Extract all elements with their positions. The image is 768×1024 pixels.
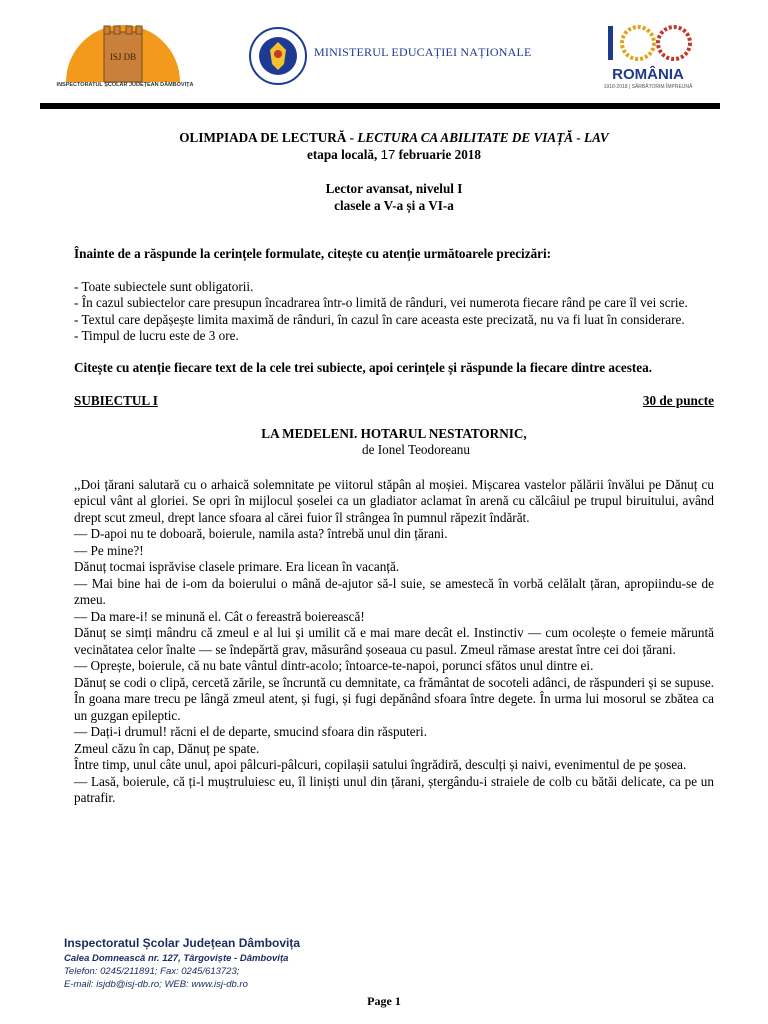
story-paragraph: — Lasă, boierule, că ți-l muștruluiesc eu, îl liniști unul din țărani, ștergându-i straiele de colb cu bătăi delicate, ca pe un patrafir. — [74, 773, 714, 805]
text-author: de Ionel Teodoreanu — [362, 442, 470, 457]
stage-date: etapa locală, 17 februarie 2018 — [307, 146, 481, 162]
story-paragraph: — Dați-i drumul! răcni el de departe, smucind sfoara din răsputeri. — [74, 724, 428, 739]
svg-text:ISJ DB: ISJ DB — [109, 52, 137, 62]
story-paragraph: Dănuț se simți mândru că zmeul e al lui și umilit că e mai mare decât el. Instinctiv — cum ocolește o femeie măruntă vecinătatea celor înalte — se îndepărtă grav, măsurând șoseaua cu pasul. Zmeul rămase arestat între cei doi țărani. — [74, 625, 714, 657]
government-seal-icon — [248, 26, 308, 86]
page-header — [40, 10, 720, 106]
footer-address: Calea Domnească nr. 127, Târgoviște - Dâmbovița — [64, 953, 289, 964]
subject-points: 30 de puncte — [642, 393, 714, 408]
story-paragraph: Dănuț tocmai isprăvise clasele primare. Era licean în vacanță. — [74, 559, 400, 574]
instructions-intro: Înainte de a răspunde la cerințele formulate, citește cu atenție următoarele precizări: — [74, 246, 552, 261]
instruction-item: - Timpul de lucru este de 3 ore. — [74, 328, 239, 343]
story-text — [74, 477, 714, 807]
footer-email: E-mail: isjdb@isj-db.ro; WEB: www.isj-db.ro — [64, 979, 248, 990]
story-paragraph: — Pe mine?! — [74, 542, 144, 558]
centenar-romania: ROMÂNIA — [612, 66, 684, 83]
story-paragraph: — Mai bine hai de i-om da boierului o mână de-ajutor să-l suie, se amestecă în vorbă celălalt țăran, apropiindu-se de zmeu. — [74, 575, 714, 607]
instruction-item: - În cazul subiectelor care presupun încadrarea într-o limită de rânduri, vei numerota fiecare rând pe care îl vei scrie. — [74, 295, 688, 310]
story-paragraph: — Oprește, boierule, că nu bate vântul dintr-acolo; întoarce-te-napoi, porunci sfătos unul dintre ei. — [74, 658, 594, 673]
read-all-instruction: Citește cu atenție fiecare text de la cele trei subiecte, apoi cerințele și răspunde la fiecare dintre acestea. — [74, 359, 652, 375]
footer-phone: Telefon: 0245/211891; Fax: 0245/613723; — [64, 966, 240, 977]
story-paragraph: ,,Doi țărani salutară cu o arhaică solemnitate pe viitorul stăpân al moșiei. Mișcarea vastelor pălării învălui pe Dănuț cu epicul vânt al gloriei. Se opri în mijlocul șoselei ca un gladiator aclamat în arenă cu călcâiul pe trupul biruitului, având drept scut zmeul, drept lance sfoara al cărei fuior îl strângea în pumnul răpezit îndărăt. — [74, 476, 714, 525]
centenar-subtitle: 1918-2018 | SĂRBĂTORIM ÎMPREUNĂ — [603, 84, 693, 90]
footer-institution: Inspectoratul Școlar Județean Dâmbovița — [64, 936, 301, 950]
story-paragraph: — Da mare-i! se minună el. Cât o fereastră boierească! — [74, 608, 365, 624]
story-paragraph: Dănuț se codi o clipă, cercetă zările, se încruntă cu demnitate, ca frământat de socoteli adânci, de răspunderi și se supuse. În goana mare trecu pe lângă zmeul atent, și fugi, și fugi depănând sfoara între degete. În urma lui mosorul se zbătea ca un guzgan epileptic. — [74, 674, 714, 723]
subject-label: SUBIECTUL I — [74, 393, 158, 408]
text-title: LA MEDELENI. HOTARUL NESTATORNIC, — [261, 425, 527, 441]
ministry-name: MINISTERUL EDUCAȚIEI NAȚIONALE — [314, 45, 532, 59]
classes-line: clasele a V-a și a VI-a — [334, 197, 454, 213]
instruction-item: - Textul care depășește limita maximă de rânduri, în cazul în care aceasta este precizată, nu va fi luat în considerare. — [74, 311, 685, 327]
document-body — [74, 130, 714, 807]
header-rule — [40, 103, 720, 109]
page-footer — [64, 936, 300, 991]
page-number: Page 1 — [367, 994, 401, 1008]
instruction-item: - Toate subiectele sunt obligatorii. — [74, 278, 254, 294]
isj-caption: INSPECTORATUL ȘCOLAR JUDEȚEAN DÂMBOVIȚA — [56, 82, 194, 88]
story-paragraph: Zmeul căzu în cap, Dănuț pe spate. — [74, 740, 260, 756]
isj-logo — [62, 10, 184, 92]
level-line: Lector avansat, nivelul I — [325, 181, 463, 196]
story-paragraph: — D-apoi nu te doboară, boierule, namila asta? întrebă unul din țărani. — [74, 526, 448, 541]
story-paragraph: Între timp, unul câte unul, apoi pâlcuri-pâlcuri, copilașii satului îngrădiră, desculți și naivi, evenimentul de pe șosea. — [74, 757, 687, 772]
subject-heading — [74, 393, 714, 410]
olympiad-title: OLIMPIADA DE LECTURĂ - LECTURA CA ABILITATE DE VIAȚĂ - LAV — [179, 130, 609, 145]
